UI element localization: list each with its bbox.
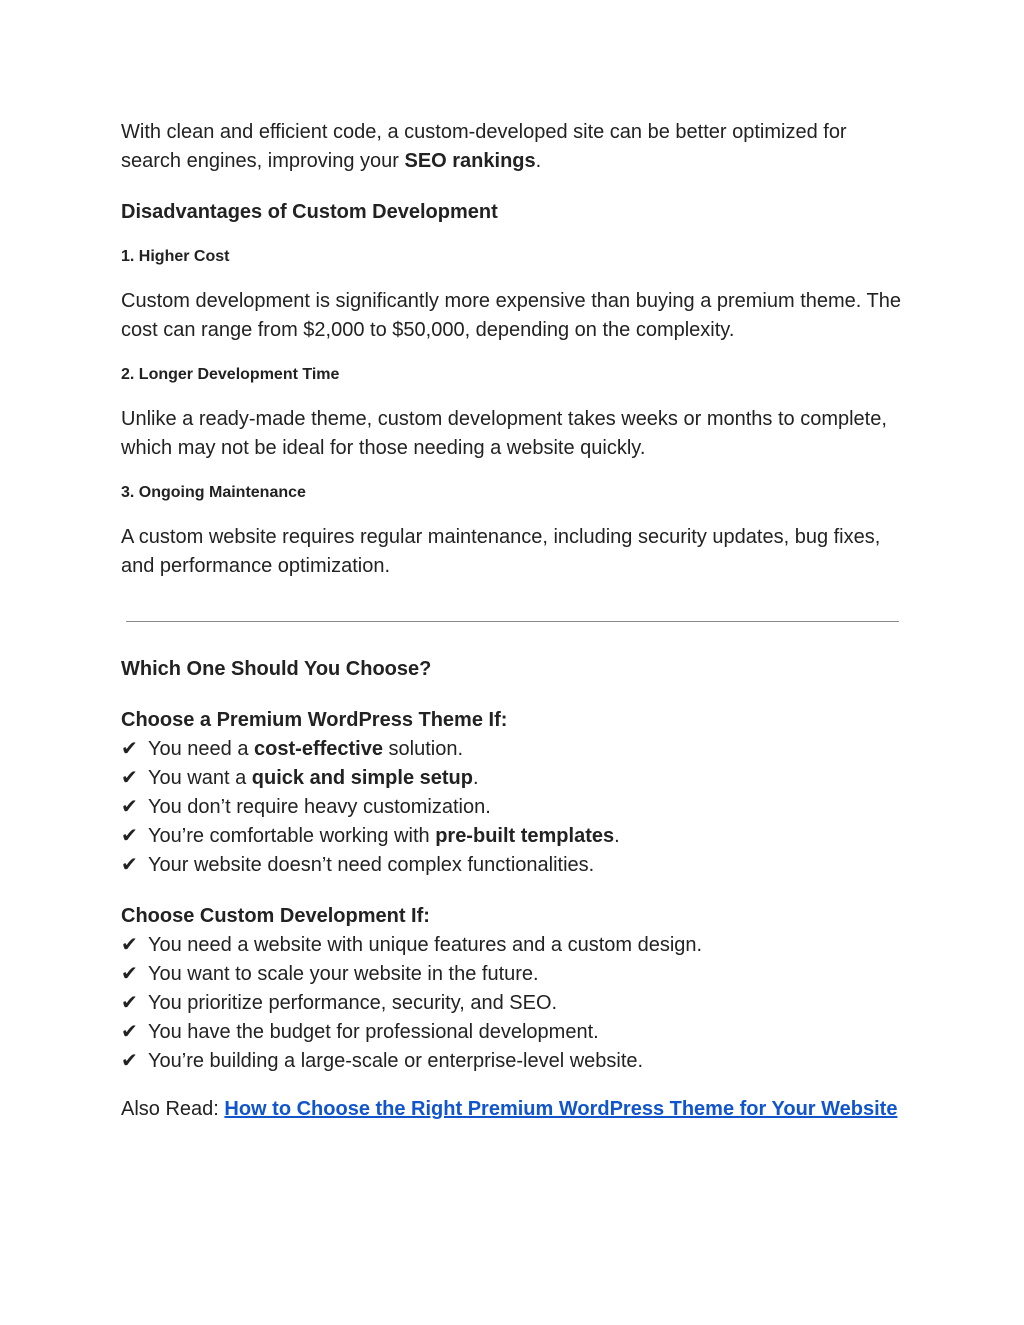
checkmark-icon: ✔ (121, 738, 138, 760)
custom-checklist-item (121, 1018, 911, 1047)
item-bold-text: pre-built templates (435, 825, 615, 847)
custom-checklist-item (121, 1047, 911, 1076)
disadvantage-body-time: Unlike a ready-made theme, custom development takes weeks or months to complete, which may not be ideal for those needing a website quickly. (121, 408, 887, 459)
item-text: You’re comfortable working with (148, 825, 436, 847)
custom-checklist-item (121, 960, 911, 989)
item-text: You prioritize performance, security, and SEO. (148, 992, 558, 1014)
intro-text: With clean and efficient code, a custom-developed site can be better optimized for search engines, improving your (121, 121, 847, 172)
intro-bold-text: SEO rankings (404, 150, 536, 172)
item-text: You need a website with unique features and a custom design. (148, 934, 703, 956)
intro-text-end: . (535, 150, 542, 172)
disadvantage-body-maintenance: A custom website requires regular maintenance, including security updates, bug fixes, and performance optimization. (121, 526, 881, 577)
checkmark-icon: ✔ (121, 825, 138, 847)
custom-checklist-item (121, 989, 911, 1018)
premium-checklist-item (121, 793, 911, 822)
premium-checklist-item (121, 851, 911, 880)
item-text: You have the budget for professional development. (148, 1021, 599, 1043)
also-read-label: Also Read: (121, 1098, 225, 1120)
premium-theme-heading: Choose a Premium WordPress Theme If: (121, 709, 508, 731)
also-read-link[interactable]: How to Choose the Right Premium WordPress Theme for Your Website (224, 1098, 898, 1120)
intro-paragraph (121, 118, 911, 176)
premium-checklist-item (121, 764, 911, 793)
item-text-end: . (614, 825, 620, 847)
checkmark-icon: ✔ (121, 992, 138, 1014)
item-text: You want to scale your website in the future. (148, 963, 539, 985)
disadvantage-title-maintenance: 3. Ongoing Maintenance (121, 484, 306, 501)
premium-checklist-item (121, 822, 911, 851)
item-text: You want a (148, 767, 252, 789)
disadvantage-body-cost: Custom development is significantly more expensive than buying a premium theme. The cost can range from $2,000 to $50,000, depending on the complexity. (121, 290, 902, 341)
item-bold-text: cost-effective (254, 738, 383, 760)
checkmark-icon: ✔ (121, 854, 138, 876)
item-text: You’re building a large-scale or enterprise-level website. (148, 1050, 644, 1072)
checkmark-icon: ✔ (121, 796, 138, 818)
premium-checklist-item (121, 735, 911, 764)
checkmark-icon: ✔ (121, 767, 138, 789)
checkmark-icon: ✔ (121, 1050, 138, 1072)
document-page (121, 118, 911, 1124)
premium-theme-checklist (121, 735, 911, 880)
disadvantages-heading: Disadvantages of Custom Development (121, 201, 498, 223)
custom-development-checklist (121, 931, 911, 1076)
item-text: Your website doesn’t need complex functionalities. (148, 854, 595, 876)
also-read-paragraph (121, 1095, 911, 1124)
checkmark-icon: ✔ (121, 934, 138, 956)
item-text-end: . (472, 767, 479, 789)
horizontal-divider (126, 621, 899, 622)
disadvantage-title-time: 2. Longer Development Time (121, 366, 340, 383)
item-text: You need a (148, 738, 255, 760)
choose-heading: Which One Should You Choose? (121, 658, 432, 680)
custom-checklist-item (121, 931, 911, 960)
disadvantage-title-cost: 1. Higher Cost (121, 248, 230, 265)
item-text-end: solution. (382, 738, 464, 760)
checkmark-icon: ✔ (121, 963, 138, 985)
item-bold-text: quick and simple setup (251, 767, 473, 789)
item-text: You don’t require heavy customization. (148, 796, 491, 818)
checkmark-icon: ✔ (121, 1021, 138, 1043)
custom-development-heading: Choose Custom Development If: (121, 905, 430, 927)
